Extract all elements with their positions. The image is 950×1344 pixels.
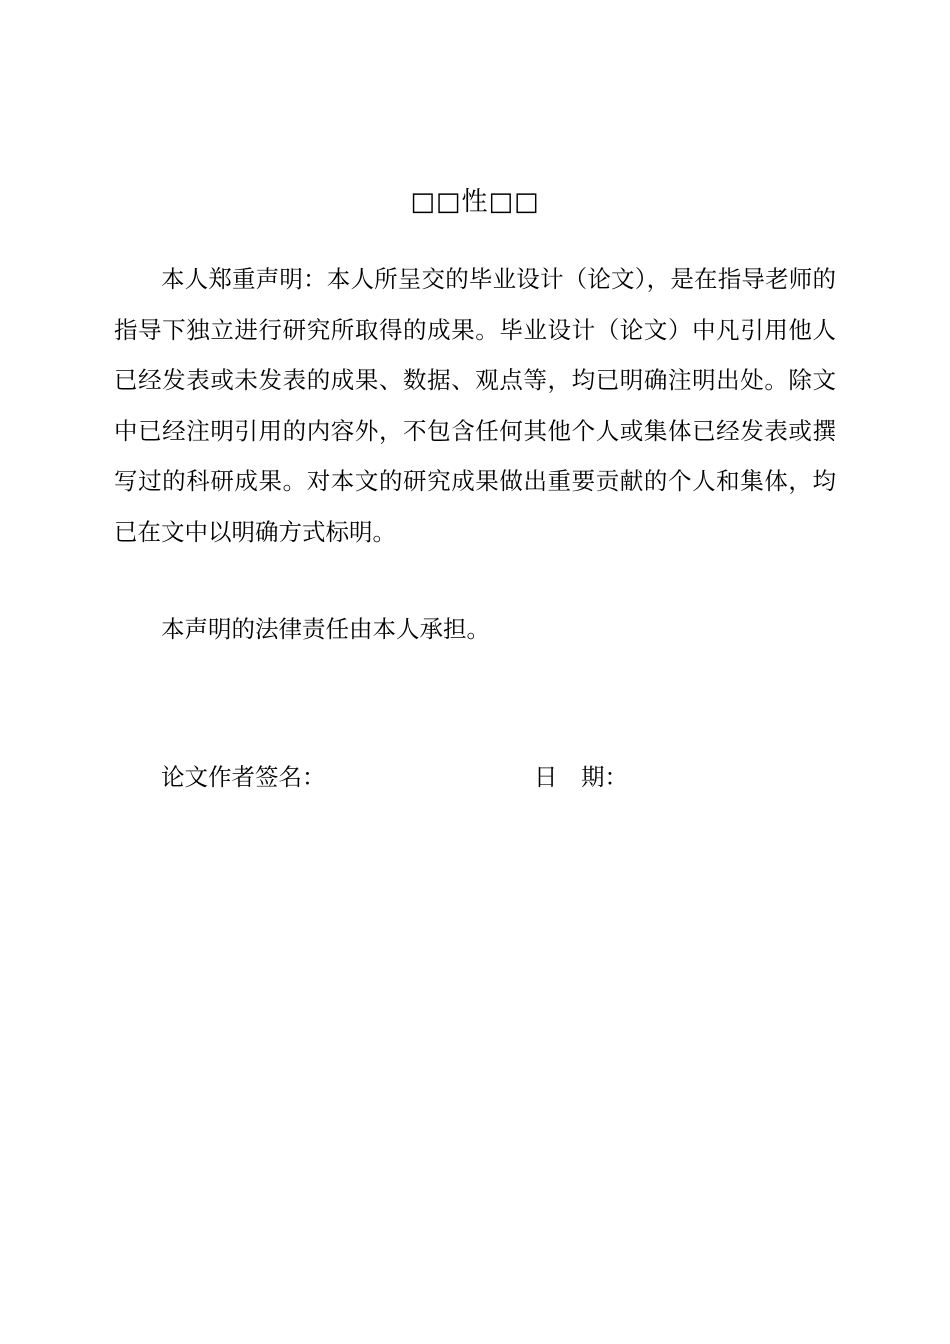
liability-paragraph: 本声明的法律责任由本人承担。 — [161, 615, 490, 643]
author-signature-field[interactable] — [325, 752, 515, 802]
declaration-title: □□性□□ — [410, 187, 540, 217]
date-field[interactable] — [625, 752, 825, 802]
date-label: 日 期： — [534, 763, 628, 791]
declaration-paragraph: 本人郑重声明：本人所呈交的毕业设计（论文），是在指导老师的指导下独立进行研究所取得的成果。毕业设计（论文）中凡引用他人已经发表或未发表的成果、数据、观点等，均已明确注明出处。除文中已经注明引用的内容外，不包含任何其他个人或集体已经发表或撰写过的科研成果。对本文的研究成果做出重要贡献的个人和集体，均已在文中以明确方式标明。 — [114, 265, 836, 546]
author-signature-label: 论文作者签名： — [161, 763, 326, 791]
